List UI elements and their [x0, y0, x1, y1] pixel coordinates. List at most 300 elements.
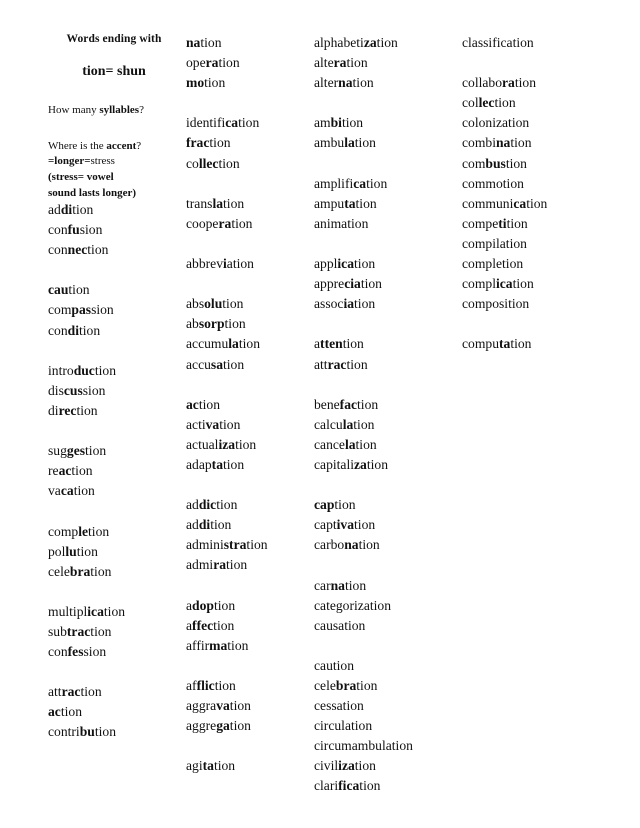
word-stressed-syllable: ffec	[192, 617, 214, 633]
word-stressed-syllable: bus	[485, 155, 506, 171]
word-unstressed-prefix: aggre	[186, 718, 217, 734]
word-unstressed-prefix: admini	[186, 537, 224, 553]
word-unstressed-suffix: tion	[223, 195, 245, 211]
word-unstressed-suffix: tion	[357, 396, 379, 412]
word-item	[186, 154, 312, 174]
word-unstressed-suffix: zation	[495, 115, 530, 131]
word-unstressed-prefix: adap	[186, 456, 212, 472]
word-stressed-syllable: ca	[353, 175, 367, 191]
word-unstressed-prefix: comple	[462, 256, 503, 272]
word-unstressed-prefix: alte	[314, 55, 334, 71]
word-group-spacer	[186, 475, 312, 495]
word-unstressed-prefix: sug	[48, 443, 67, 459]
word-group-spacer	[314, 475, 454, 495]
word-unstressed-prefix: classifi	[462, 35, 501, 50]
word-item	[462, 194, 640, 214]
word-item	[462, 214, 640, 234]
word-unstressed-prefix: appl	[314, 256, 338, 272]
word-unstressed-prefix: con	[48, 322, 68, 338]
word-unstressed-prefix: com	[462, 155, 486, 171]
word-item	[186, 676, 312, 696]
word-unstressed-suffix: tion	[213, 597, 236, 613]
word-item	[314, 334, 454, 354]
word-stressed-syllable: cau	[48, 282, 69, 298]
word-unstressed-suffix: tion	[354, 517, 376, 533]
question-accent-prefix: Where is the	[48, 139, 107, 152]
word-unstressed-suffix: tion	[226, 557, 248, 573]
word-unstressed-prefix: coloni	[462, 115, 496, 131]
word-stressed-syllable: va	[205, 416, 220, 432]
word-item	[48, 481, 180, 501]
word-unstressed-suffix: tion	[352, 75, 374, 91]
word-unstressed-prefix: accu	[186, 356, 211, 372]
word-unstressed-prefix: a	[186, 597, 193, 613]
word-unstressed-prefix: appre	[314, 276, 345, 292]
word-unstressed-suffix: tion	[354, 256, 376, 272]
word-unstressed-suffix: tion	[87, 242, 109, 258]
word-unstressed-suffix: tion	[514, 75, 537, 91]
word-stressed-syllable: llec	[198, 155, 219, 171]
word-item	[48, 702, 180, 722]
word-stressed-syllable: na	[495, 135, 511, 151]
word-stressed-syllable: tten	[320, 336, 343, 352]
word-unstressed-suffix: tion	[494, 95, 516, 111]
word-item	[314, 535, 454, 555]
word-stressed-syllable: la	[344, 135, 355, 151]
word-group-spacer	[48, 260, 180, 280]
word-unstressed-prefix: assoc	[314, 296, 344, 312]
word-unstressed-suffix: cation	[500, 35, 534, 50]
word-unstressed-suffix: tion	[512, 276, 534, 292]
word-item	[48, 562, 180, 582]
question-accent-keyword: accent	[106, 139, 137, 152]
word-stressed-syllable: la	[344, 436, 356, 452]
word-stressed-syllable: bu	[79, 724, 95, 740]
word-unstressed-suffix: tion	[224, 316, 246, 332]
word-item	[186, 53, 312, 73]
word-unstressed-prefix: re	[48, 463, 59, 479]
page-subtitle: tion= shun	[82, 63, 146, 79]
word-unstressed-prefix: con	[48, 222, 68, 238]
word-unstressed-suffix: tion	[346, 356, 368, 372]
word-stressed-syllable: trac	[66, 623, 91, 639]
word-unstressed-suffix: sation	[332, 617, 366, 633]
word-item	[186, 334, 312, 354]
word-unstressed-prefix: capt	[314, 517, 337, 533]
word-stressed-syllable: ta	[202, 758, 214, 774]
word-item	[48, 300, 180, 320]
note-longer-plain: stress	[90, 155, 115, 168]
word-stressed-syllable: cap	[314, 497, 335, 513]
word-group-spacer	[462, 53, 640, 73]
word-stressed-syllable: dop	[192, 597, 214, 613]
word-item	[186, 596, 312, 616]
word-unstressed-prefix: att	[314, 356, 328, 372]
word-unstressed-suffix: sion	[83, 644, 107, 660]
word-unstressed-suffix: tion	[505, 155, 527, 171]
word-unstressed-prefix: cance	[314, 436, 345, 452]
word-unstressed-prefix: affir	[186, 637, 210, 653]
word-item	[314, 676, 454, 696]
word-unstressed-suffix: tion	[231, 215, 253, 231]
word-unstressed-prefix: cau	[314, 617, 333, 633]
word-unstressed-prefix: aggra	[186, 698, 217, 714]
word-item	[48, 682, 180, 702]
word-stressed-syllable: na	[186, 35, 201, 50]
word-item	[186, 515, 312, 535]
word-item	[186, 294, 312, 314]
word-stressed-syllable: rac	[327, 356, 347, 372]
word-unstressed-prefix: multipl	[48, 603, 88, 619]
word-stressed-syllable: bi	[330, 115, 342, 131]
question-accent-suffix: ?	[136, 139, 142, 152]
word-unstressed-prefix: compl	[462, 276, 496, 292]
word-item	[462, 133, 640, 153]
word-unstressed-suffix: tion	[218, 55, 240, 71]
word-group-spacer	[186, 274, 312, 294]
word-item	[48, 401, 180, 421]
word-group-spacer	[462, 314, 640, 334]
word-item	[462, 73, 640, 93]
word-stressed-syllable: di	[198, 517, 211, 533]
note-longer-stress	[48, 154, 180, 170]
word-item	[462, 33, 640, 53]
word-stressed-syllable: bra	[69, 563, 91, 579]
word-stressed-syllable: ac	[58, 463, 72, 479]
word-unstressed-suffix: lation	[381, 738, 413, 754]
word-item	[186, 555, 312, 575]
word-unstressed-suffix: tion	[358, 537, 380, 553]
word-item	[462, 113, 640, 133]
word-item	[314, 435, 454, 455]
word-stressed-syllable: iza	[338, 758, 355, 774]
word-stressed-syllable: ica	[87, 603, 104, 619]
word-stressed-syllable: flic	[196, 678, 215, 693]
word-stressed-syllable: ca	[225, 115, 239, 131]
word-unstressed-suffix: tion	[359, 778, 381, 794]
word-unstressed-prefix: cau	[314, 657, 333, 673]
word-item	[462, 234, 640, 254]
word-item	[48, 722, 180, 742]
word-unstressed-suffix: tion	[229, 698, 251, 714]
word-item	[186, 314, 312, 334]
word-stressed-syllable: ra	[205, 55, 219, 71]
word-unstressed-prefix: intro	[48, 362, 74, 378]
word-unstressed-suffix: tion	[360, 276, 382, 292]
word-stressed-syllable: bra	[335, 678, 357, 693]
word-unstressed-prefix: ope	[186, 55, 206, 71]
word-item	[314, 113, 454, 133]
word-group-spacer	[314, 154, 454, 174]
word-unstressed-suffix: tion	[213, 758, 236, 774]
word-stressed-syllable: ges	[66, 443, 86, 459]
word-unstressed-suffix: tion	[68, 282, 90, 298]
word-unstressed-suffix: tion	[510, 336, 532, 352]
word-item	[462, 154, 640, 174]
word-stressed-syllable: di	[67, 322, 79, 338]
word-unstressed-suffix: tion	[209, 135, 231, 151]
word-stressed-syllable: cia	[344, 276, 361, 292]
word-unstressed-prefix: ab	[186, 316, 199, 332]
word-unstressed-prefix: abbrev	[186, 256, 223, 272]
word-unstressed-prefix: combi	[462, 135, 496, 151]
word-stressed-syllable: ta	[211, 456, 223, 472]
word-stressed-syllable: ra	[502, 75, 515, 91]
word-stressed-syllable: i	[223, 256, 227, 272]
word-group-spacer	[186, 656, 312, 676]
word-unstressed-prefix: a	[314, 336, 321, 352]
word-item	[462, 294, 640, 314]
word-item	[314, 33, 454, 53]
word-unstressed-prefix: actual	[186, 436, 219, 452]
word-unstressed-suffix: tion	[354, 758, 376, 774]
word-unstressed-prefix: contri	[48, 724, 80, 740]
word-item	[314, 53, 454, 73]
word-unstressed-suffix: tion	[103, 603, 126, 619]
word-item	[314, 395, 454, 415]
word-unstressed-prefix: coope	[186, 215, 219, 231]
word-unstressed-suffix: tion	[353, 416, 375, 432]
word-unstressed-prefix: compi	[462, 235, 496, 251]
word-item	[48, 622, 180, 642]
word-unstressed-suffix: tion	[356, 678, 378, 693]
word-item	[48, 200, 180, 220]
word-group-spacer	[314, 375, 454, 395]
word-unstressed-suffix: tion	[246, 537, 268, 553]
word-unstressed-prefix: bene	[314, 396, 340, 412]
word-stressed-syllable: fica	[338, 778, 360, 794]
word-unstressed-suffix: tion	[60, 704, 82, 720]
word-unstressed-suffix: tion	[85, 443, 107, 459]
word-item	[314, 576, 454, 596]
word-unstressed-suffix: sation	[331, 698, 364, 714]
word-stressed-syllable: le	[78, 523, 89, 539]
word-unstressed-suffix: tion	[214, 678, 236, 693]
word-stressed-syllable: za	[354, 456, 367, 472]
word-stressed-syllable: dic	[198, 497, 217, 513]
word-unstressed-suffix: tion	[218, 155, 240, 171]
word-unstressed-prefix: con	[48, 644, 68, 660]
word-stressed-syllable: ra	[333, 55, 347, 71]
page-title: Words ending with	[66, 33, 162, 45]
word-unstressed-prefix: abs	[186, 296, 205, 312]
word-unstressed-suffix: tion	[344, 577, 367, 593]
word-unstressed-prefix: acti	[186, 416, 206, 432]
word-stressed-syllable: ta	[499, 336, 511, 352]
word-unstressed-prefix: admi	[186, 557, 214, 573]
word-unstressed-suffix: tion	[229, 718, 251, 734]
word-group-spacer	[314, 93, 454, 113]
word-unstressed-prefix: ces	[314, 698, 332, 714]
word-group-spacer	[48, 341, 180, 361]
word-unstressed-suffix: sion	[82, 382, 106, 398]
word-item	[314, 355, 454, 375]
word-item	[314, 415, 454, 435]
word-item	[314, 274, 454, 294]
word-unstressed-suffix: tion	[355, 436, 377, 452]
word-unstressed-prefix: accumu	[186, 336, 229, 352]
word-stressed-syllable: la	[342, 416, 354, 432]
word-stressed-syllable: rac	[61, 684, 81, 700]
word-unstressed-prefix: con	[48, 242, 68, 258]
word-item	[462, 274, 640, 294]
word-stressed-syllable: ica	[337, 256, 355, 272]
word-stressed-syllable: sa	[210, 356, 223, 372]
word-unstressed-suffix: tion	[76, 543, 98, 559]
word-item	[314, 73, 454, 93]
word-unstressed-prefix: alphabeti	[314, 35, 364, 50]
word-group-spacer	[186, 576, 312, 596]
word-item	[314, 616, 454, 636]
word-item	[314, 656, 454, 676]
word-unstressed-suffix: tion	[354, 135, 376, 151]
word-stressed-syllable: ac	[186, 396, 199, 412]
word-unstressed-suffix: tion	[223, 356, 245, 372]
word-unstressed-suffix: tion	[94, 362, 116, 378]
word-item	[48, 280, 180, 300]
word-stressed-syllable: na	[338, 75, 353, 91]
word-unstressed-suffix: tion	[238, 336, 261, 352]
word-stressed-syllable: ma	[209, 637, 228, 653]
word-unstressed-prefix: compe	[462, 215, 499, 231]
word-stressed-syllable: iva	[336, 517, 355, 533]
word-stressed-syllable: stra	[223, 537, 247, 553]
word-unstressed-prefix: com	[48, 302, 72, 318]
word-unstressed-suffix: sition	[499, 296, 530, 312]
word-unstressed-suffix: tion	[72, 202, 94, 217]
word-stressed-syllable: ac	[48, 704, 61, 720]
word-unstressed-suffix: sion	[91, 302, 114, 318]
word-stressed-syllable: rec	[58, 402, 77, 418]
word-unstressed-prefix: co	[186, 155, 199, 171]
word-unstressed-suffix: tion	[227, 637, 249, 653]
word-item	[186, 616, 312, 636]
word-unstressed-suffix: tion	[200, 35, 222, 50]
word-item	[48, 381, 180, 401]
word-item	[48, 461, 180, 481]
word-item	[48, 220, 180, 240]
note-stress-vowel	[48, 170, 180, 186]
word-unstressed-prefix: ad	[48, 202, 61, 217]
word-item	[186, 254, 312, 274]
word-unstressed-suffix: tion	[510, 135, 532, 151]
word-unstressed-suffix: tion	[204, 75, 226, 91]
word-unstressed-suffix: tion	[334, 497, 356, 513]
word-group-spacer	[48, 421, 180, 441]
word-unstressed-suffix: tion	[238, 115, 260, 131]
word-group-spacer	[186, 375, 312, 395]
word-unstressed-suffix: mation	[330, 215, 369, 231]
word-item	[186, 113, 312, 133]
word-item	[462, 174, 640, 194]
word-unstressed-suffix: tion	[354, 296, 376, 312]
word-column-3	[314, 0, 454, 797]
word-stressed-syllable: fu	[67, 222, 80, 238]
word-item	[186, 194, 312, 214]
word-stressed-syllable: ga	[216, 718, 230, 734]
word-unstressed-suffix: tion	[502, 175, 524, 191]
word-item	[314, 495, 454, 515]
word-group-spacer	[314, 234, 454, 254]
question-syllables-keyword: syllables	[99, 103, 140, 116]
word-item	[314, 214, 454, 234]
word-unstressed-suffix: tion	[223, 456, 245, 472]
word-unstressed-prefix: calcu	[314, 416, 343, 432]
word-item	[48, 522, 180, 542]
word-item	[48, 240, 180, 260]
word-stressed-syllable: va	[216, 698, 230, 714]
word-group-spacer	[186, 736, 312, 756]
word-item	[186, 535, 312, 555]
word-item	[314, 776, 454, 796]
word-unstressed-prefix: compo	[462, 296, 499, 312]
word-item	[186, 33, 312, 53]
word-unstressed-suffix: tion	[90, 563, 112, 579]
word-item	[314, 194, 454, 214]
word-stressed-syllable: ra	[218, 215, 232, 231]
word-item	[186, 696, 312, 716]
intro-block	[48, 0, 180, 202]
word-unstressed-prefix: carbo	[314, 537, 345, 553]
word-item	[186, 415, 312, 435]
question-accent	[48, 119, 180, 155]
word-group-spacer	[186, 234, 312, 254]
word-unstressed-prefix: ad	[186, 517, 199, 533]
word-stressed-syllable: olu	[204, 296, 223, 312]
word-unstressed-suffix: tion	[355, 195, 377, 211]
word-unstressed-prefix: car	[314, 577, 331, 593]
note-longer-bold: =longer=	[48, 155, 91, 168]
word-unstressed-suffix: tion	[90, 623, 112, 639]
word-item	[186, 133, 312, 153]
word-unstressed-suffix: tion	[526, 195, 548, 211]
word-item	[48, 361, 180, 381]
word-unstressed-suffix: tion	[73, 483, 95, 499]
word-stressed-syllable: di	[60, 202, 73, 217]
word-item	[462, 334, 640, 354]
word-stressed-syllable: ca	[60, 483, 74, 499]
word-item	[314, 716, 454, 736]
word-unstressed-prefix: am	[314, 115, 331, 131]
word-column-2	[186, 0, 312, 776]
word-item	[314, 596, 454, 616]
note-sound-lasts-text: sound lasts longer)	[48, 187, 137, 200]
word-stressed-syllable: lec	[478, 95, 495, 111]
word-group-spacer	[48, 662, 180, 682]
word-stressed-syllable: fac	[339, 396, 358, 412]
word-stressed-syllable: ra	[213, 557, 227, 573]
word-unstressed-suffix: tion	[88, 523, 110, 539]
word-item	[314, 455, 454, 475]
word-group-spacer	[314, 555, 454, 575]
word-unstressed-suffix: tion	[222, 296, 244, 312]
question-syllables	[48, 81, 180, 119]
word-unstressed-prefix: ampu	[314, 195, 345, 211]
word-stressed-syllable: ica	[495, 276, 513, 292]
word-group-spacer	[48, 582, 180, 602]
word-stressed-syllable: na	[344, 537, 359, 553]
word-item	[186, 214, 312, 234]
word-unstressed-prefix: compu	[462, 336, 499, 352]
note-stress-vowel-text: (stress= vowel	[48, 171, 114, 184]
word-stressed-syllable: ta	[344, 195, 356, 211]
word-stressed-syllable: ca	[513, 195, 527, 211]
word-item	[186, 455, 312, 475]
word-unstressed-prefix: cele	[314, 678, 336, 693]
word-stressed-syllable: la	[228, 336, 239, 352]
word-stressed-syllable: ia	[343, 296, 355, 312]
word-unstressed-prefix: ambu	[314, 135, 345, 151]
